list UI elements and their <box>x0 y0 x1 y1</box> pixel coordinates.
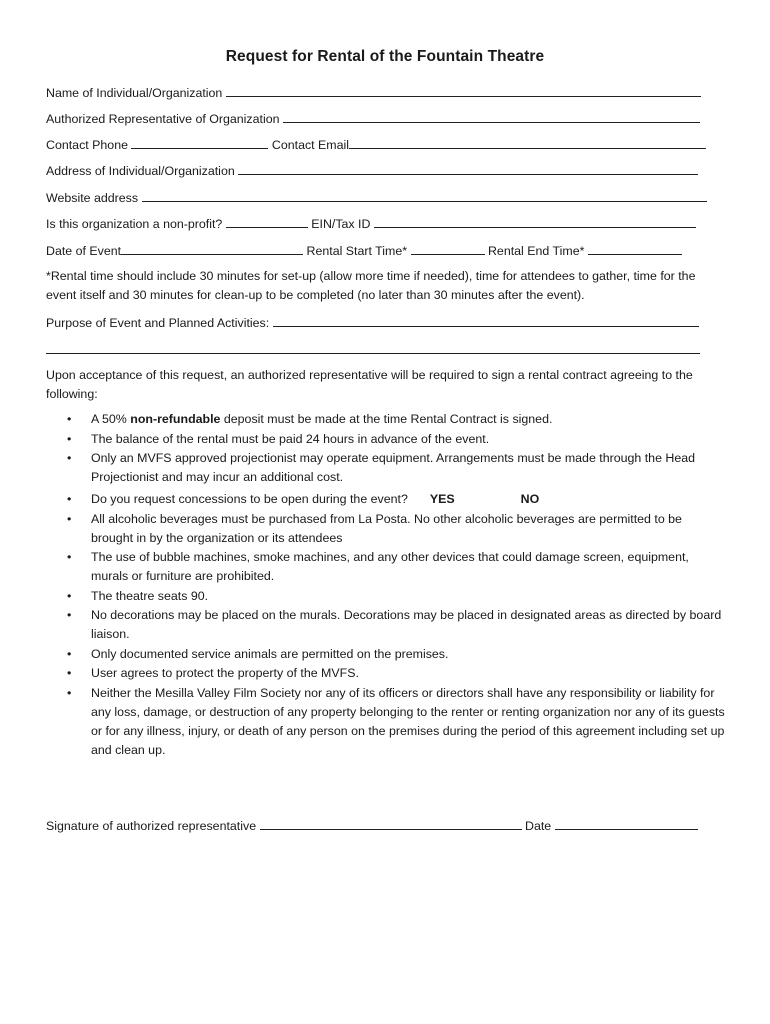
liability-text: Neither the Mesilla Valley Film Society nor any of its officers or directors shall have any responsibility or liability for any loss, damage, or destruction of any property belonging to the renter or renting organization nor any of its guests or for any illness, injury, or death of any person on the premises during the period of this agreement including set up and clean up. <box>91 685 725 757</box>
website-field <box>46 190 707 205</box>
list-item <box>46 490 726 509</box>
start-time-blank[interactable] <box>411 243 485 255</box>
list-item <box>46 410 726 429</box>
property-text: User agrees to protect the property of the MVFS. <box>91 666 359 680</box>
acceptance-text: Upon acceptance of this request, an authorized representative will be required to sign a rental contract agreeing to the following: <box>46 368 693 401</box>
bullet-glyph: • <box>67 550 72 564</box>
ein-label: EIN/Tax ID <box>311 217 371 231</box>
contact-field <box>46 137 706 152</box>
bullet-glyph: • <box>67 451 72 465</box>
nonprofit-field <box>46 216 696 231</box>
authorized-rep-field <box>46 111 700 126</box>
ein-blank[interactable] <box>374 216 696 228</box>
contact-email-label: Contact Email <box>271 138 350 152</box>
signature-date-blank[interactable] <box>555 818 698 830</box>
bullet-glyph: • <box>67 412 72 426</box>
seats-text: The theatre seats 90. <box>91 588 209 603</box>
date-time-field <box>46 243 682 258</box>
animals-text: Only documented service animals are permitted on the premises. <box>91 646 449 661</box>
bullet-glyph: • <box>67 666 72 680</box>
list-item <box>46 430 726 449</box>
concessions-question: Do you request concessions to be open during the event? <box>91 492 408 506</box>
purpose-blank[interactable] <box>273 315 699 327</box>
purpose-blank-line-2[interactable] <box>46 353 700 354</box>
list-item <box>46 684 726 760</box>
page-title: Request for Rental of the Fountain Theatre <box>225 48 545 65</box>
rental-time-note: *Rental time should include 30 minutes for set-up (allow more time if needed), time for attendees to gather, time for the event itself and 30 minutes for clean-up to be completed (no later than 30 minutes after the event). <box>46 269 696 302</box>
balance-text: The balance of the rental must be paid 24 hours in advance of the event. <box>91 431 490 446</box>
bullet-glyph: • <box>67 431 72 446</box>
alcohol-text: All alcoholic beverages must be purchased from La Posta. No other alcoholic beverages are permitted to be brought in by the organization or its attendees <box>91 511 682 545</box>
concessions-no-option[interactable]: NO <box>520 492 540 506</box>
list-item <box>46 645 726 664</box>
machines-text: The use of bubble machines, smoke machines, and any other devices that could damage screen, equipment, murals or furniture are prohibited. <box>91 550 689 583</box>
authorized-rep-label: Authorized Representative of Organization <box>46 112 280 126</box>
deposit-text-prefix: A 50% <box>91 412 131 426</box>
contact-phone-blank[interactable] <box>131 137 268 149</box>
purpose-field <box>46 315 699 330</box>
address-field <box>46 163 698 178</box>
website-blank[interactable] <box>142 190 707 202</box>
terms-list <box>46 410 726 760</box>
signature-blank[interactable] <box>260 818 522 830</box>
bullet-glyph: • <box>67 511 72 526</box>
list-item <box>46 606 726 644</box>
signature-field <box>46 818 698 833</box>
nonprofit-label: Is this organization a non-profit? <box>46 217 223 231</box>
date-label: Date of Event <box>46 244 122 258</box>
website-label: Website address <box>46 191 139 205</box>
name-field <box>46 85 701 100</box>
signature-date-label: Date <box>525 819 552 833</box>
concessions-yes-option[interactable]: YES <box>429 492 455 506</box>
nonprofit-blank[interactable] <box>226 216 308 228</box>
list-item <box>46 587 726 606</box>
list-item <box>46 449 726 487</box>
name-blank[interactable] <box>226 85 701 97</box>
bullet-glyph: • <box>67 646 72 661</box>
bullet-glyph: • <box>67 608 72 622</box>
bullet-glyph: • <box>67 492 72 506</box>
purpose-label: Purpose of Event and Planned Activities: <box>46 316 270 330</box>
name-label: Name of Individual/Organization <box>46 86 223 100</box>
list-item <box>46 510 726 548</box>
address-blank[interactable] <box>238 163 698 175</box>
deposit-nonrefundable: non-refundable <box>130 412 221 426</box>
list-item <box>46 548 726 586</box>
authorized-rep-blank[interactable] <box>283 111 700 123</box>
date-blank[interactable] <box>121 243 303 255</box>
end-time-blank[interactable] <box>588 243 682 255</box>
contact-phone-label: Contact Phone <box>46 138 128 152</box>
address-label: Address of Individual/Organization <box>46 164 235 178</box>
start-time-label: Rental Start Time* <box>306 244 408 258</box>
end-time-label: Rental End Time* <box>487 244 585 258</box>
decorations-text: No decorations may be placed on the murals. Decorations may be placed in designated areas as directed by board liaison. <box>91 608 722 641</box>
list-item <box>46 664 726 683</box>
bullet-glyph: • <box>67 588 72 603</box>
signature-label: Signature of authorized representative <box>46 819 257 833</box>
deposit-text-suffix: deposit must be made at the time Rental Contract is signed. <box>220 412 553 426</box>
contact-email-blank[interactable] <box>349 137 706 149</box>
projectionist-text: Only an MVFS approved projectionist may operate equipment. Arrangements must be made through the Head Projectionist and may incur an additional cost. <box>91 451 696 484</box>
bullet-glyph: • <box>67 685 72 700</box>
